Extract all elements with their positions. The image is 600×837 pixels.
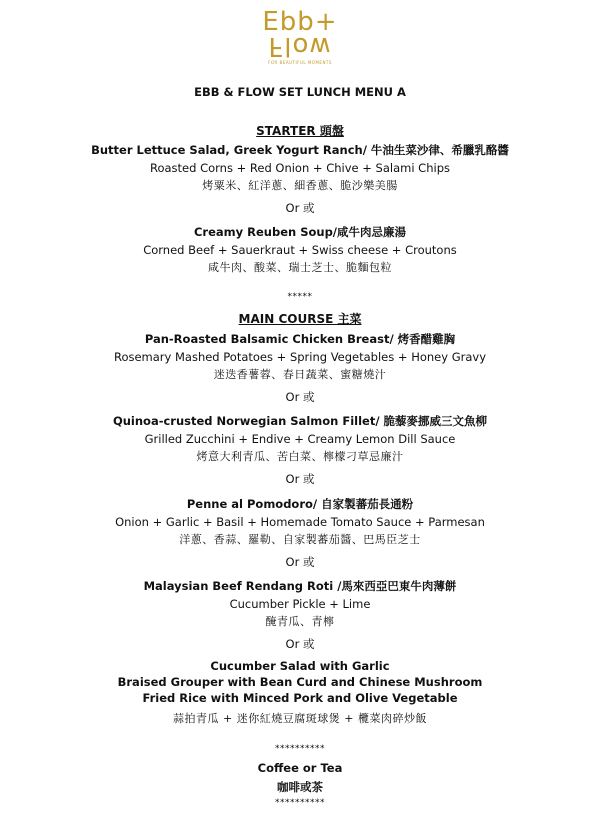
- starter-2-name: Creamy Reuben Soup/咸牛肉忌廉湯: [193, 225, 407, 239]
- logo-line-1: Ebb+: [262, 7, 338, 37]
- main-4-desc-en: Cucumber Pickle + Lime: [229, 597, 371, 611]
- logo-line-2: Flow: [268, 31, 332, 61]
- main-3-desc-en: Onion + Garlic + Basil + Homemade Tomato Sauce + Parmesan: [115, 515, 485, 529]
- or-divider: Or 或: [285, 472, 315, 486]
- main-2-desc-zh: 烤意大利青瓜、苦白菜、檸檬刁草忌廉汁: [196, 450, 404, 463]
- starter-2-desc-zh: 咸牛肉、酸菜、瑞士芝士、脆麵包粒: [208, 261, 392, 274]
- main-3-desc-zh: 洋蔥、香蒜、羅勒、自家製蕃茄醬、巴馬臣芝士: [179, 533, 421, 546]
- main-4-name: Malaysian Beef Rendang Roti /馬來西亞巴東牛肉薄餅: [143, 579, 457, 593]
- section-separator: **********: [275, 798, 325, 808]
- drink-name-zh: 咖啡或茶: [277, 780, 323, 794]
- main-1-name: Pan-Roasted Balsamic Chicken Breast/ 烤香醋雞胸: [144, 332, 456, 346]
- main-heading: MAIN COURSE 主菜: [238, 312, 362, 326]
- main-5-desc-zh: 蒜拍青瓜 + 迷你紅燒豆腐斑球煲 + 欖菜肉碎炒飯: [173, 712, 427, 725]
- main-4-desc-zh: 醃青瓜、青檸: [265, 615, 335, 628]
- starter-heading: STARTER 頭盤: [256, 124, 344, 138]
- main-1-desc-en: Rosemary Mashed Potatoes + Spring Vegetables + Honey Gravy: [113, 350, 487, 364]
- main-2-name: Quinoa-crusted Norwegian Salmon Fillet/ 脆藜麥挪威三文魚柳: [112, 414, 488, 428]
- or-divider: Or 或: [285, 637, 315, 651]
- main-3-name: Penne al Pomodoro/ 自家製蕃茄長通粉: [186, 497, 414, 511]
- main-5-name-line-2: Braised Grouper with Bean Curd and Chinese Mushroom: [117, 675, 483, 689]
- starter-1-desc-en: Roasted Corns + Red Onion + Chive + Salami Chips: [149, 161, 450, 175]
- main-5-name-line-1: Cucumber Salad with Garlic: [210, 659, 390, 673]
- drink-name: Coffee or Tea: [257, 761, 343, 775]
- starter-1-desc-zh: 烤粟米、紅洋蔥、細香蔥、脆沙樂美腸: [202, 179, 398, 192]
- or-divider: Or 或: [285, 201, 315, 215]
- main-5-name-line-3: Fried Rice with Minced Pork and Olive Vegetable: [142, 691, 458, 705]
- logo-tagline: FOR BEAUTIFUL MOMENTS: [268, 60, 332, 65]
- main-1-desc-zh: 迷迭香薯蓉、春日蔬菜、蜜糖燒汁: [213, 368, 387, 381]
- or-divider: Or 或: [285, 390, 315, 404]
- main-2-desc-en: Grilled Zucchini + Endive + Creamy Lemon Dill Sauce: [144, 432, 456, 446]
- menu-title: EBB & FLOW SET LUNCH MENU A: [194, 85, 406, 99]
- section-separator: **********: [275, 744, 325, 754]
- starter-2-desc-en: Corned Beef + Sauerkraut + Swiss cheese + Croutons: [143, 243, 457, 257]
- or-divider: Or 或: [285, 555, 315, 569]
- section-separator: *****: [287, 292, 313, 302]
- brand-logo: [0, 7, 600, 65]
- starter-1-name: Butter Lettuce Salad, Greek Yogurt Ranch/ 牛油生菜沙律、希臘乳酪醬: [91, 143, 509, 157]
